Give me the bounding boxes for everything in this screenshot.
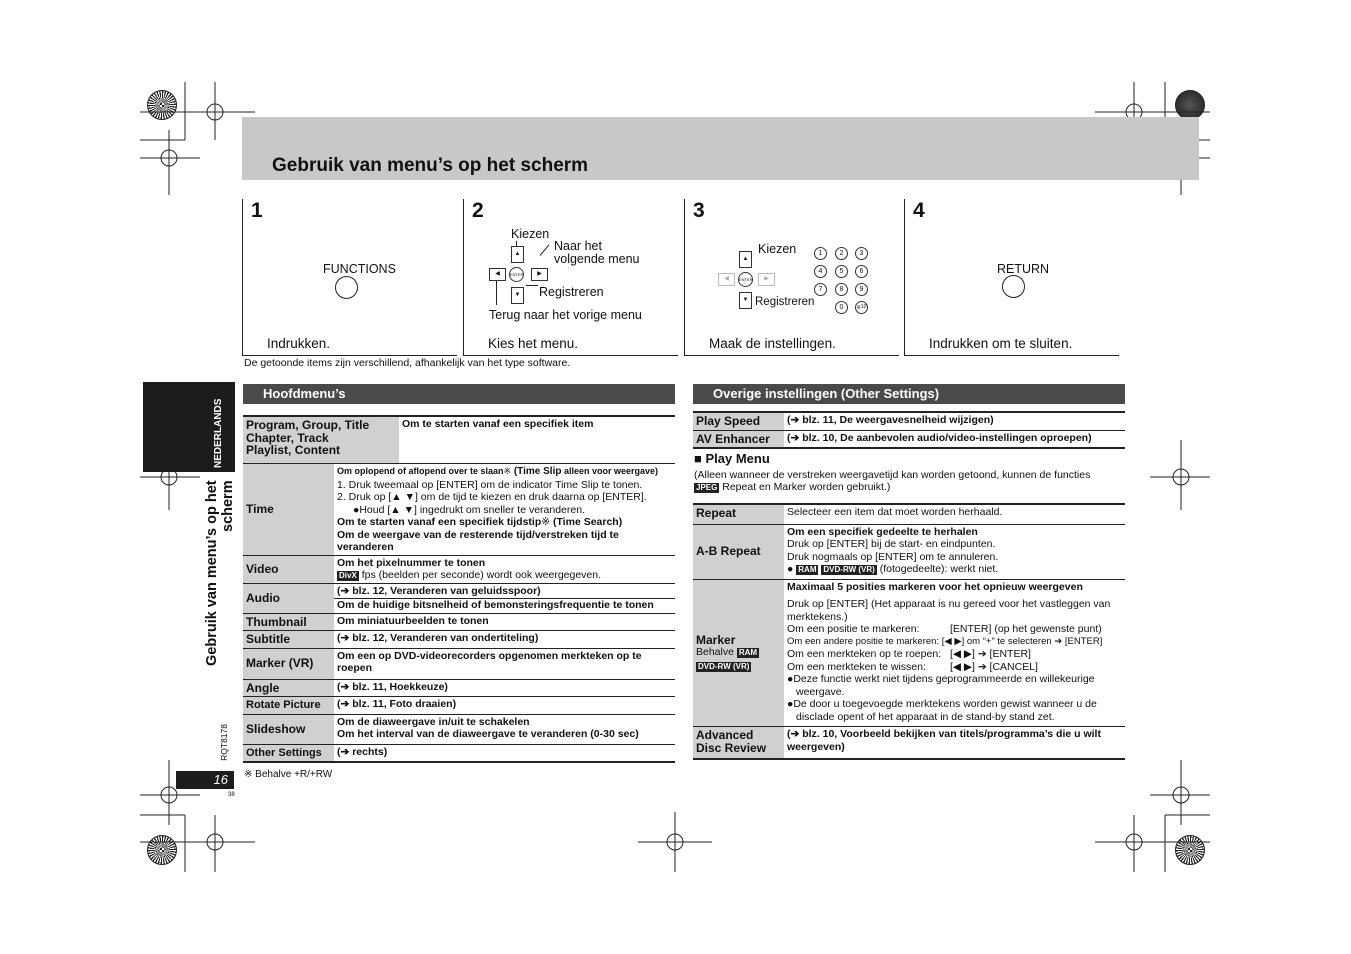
table-row: Slideshow Om de diaweergave in/uit te schakelen Om het interval van de diaweergave te veranderen (0-30 sec) (243, 714, 675, 744)
number-key-7[interactable]: 7 (814, 283, 827, 296)
number-key-6[interactable]: 6 (855, 265, 868, 278)
table-row: Subtitle (➔ blz. 12, Veranderen van ondertiteling) (243, 631, 675, 649)
next-menu-label: Naar het volgende menu (554, 239, 640, 266)
table-row: Play Speed (➔ blz. 11, De weergavesnelheid wijzigen) (693, 412, 1125, 430)
table-row: Rotate Picture (➔ blz. 11, Foto draaien) (243, 697, 675, 715)
left-arrow-key[interactable]: ◀ (718, 273, 735, 286)
register-label: Registreren (539, 285, 604, 299)
right-arrow-key[interactable]: ▶ (531, 268, 548, 281)
table-row: Audio (➔ blz. 12, Veranderen van geluidsspoor) Om de huidige bitsnelheid of bemonsteringsfrequentie te tonen (243, 583, 675, 613)
up-arrow-key[interactable]: ▲ (511, 246, 524, 263)
table-row: Marker (VR) Om een op DVD-videorecorders opgenomen merkteken op te roepen (243, 648, 675, 679)
ram-badge: RAM (738, 648, 758, 658)
page-title: Gebruik van menu’s op het scherm (272, 155, 589, 176)
enter-key[interactable]: ENTER (509, 267, 524, 282)
step-caption: Maak de instellingen. (709, 336, 836, 351)
table-row: Advanced Disc Review (➔ blz. 10, Voorbeeld bekijken van titels/programma’s die u wilt weergeven) (693, 727, 1125, 760)
table-row: Angle (➔ blz. 11, Hoekkeuze) (243, 679, 675, 697)
table-row: A-B Repeat Om een specifiek gedeelte te herhalen Druk op [ENTER] bij de start- en eindpunten. Druk nogmaals op [ENTER] om te annuleren. ● RAM DVD-RW (VR) (fotogedeelte): werkt niet. (693, 524, 1125, 579)
up-arrow-key[interactable]: ▲ (739, 251, 752, 268)
other-settings-table (693, 411, 1125, 449)
footnote: ※ Behalve +R/+RW (244, 769, 333, 780)
table-row: Time Om oplopend of aflopend over te slaan※ (Time Slip alleen voor weergave) 1. Druk tweemaal op [ENTER] om de indicator Time Slip te tonen. 2. Druk op [▲ ▼] om de tijd te kiezen en druk daarna op [ENTER]. ●Houd [▲ ▼] ingedrukt om sneller te veranderen. Om te starten vanaf een specifiek tijdstip※ (Time Search) Om de weergave van de resterende tijd/verstreken tijd te veranderen (243, 464, 675, 556)
table-row: Video Om het pixelnummer te tonen DivX fps (beelden per seconde) wordt ook weergegeven. (243, 555, 675, 583)
jpeg-badge: JPEG (696, 483, 718, 492)
document-code: RQT8178 (219, 724, 229, 761)
number-key-8[interactable]: 8 (835, 283, 848, 296)
play-menu-table (693, 503, 1125, 760)
functions-button[interactable] (335, 276, 358, 299)
left-arrow-key[interactable]: ◀ (489, 268, 506, 281)
enter-key[interactable]: ENTER (738, 272, 753, 287)
ram-badge: RAM (798, 565, 817, 574)
side-section-title: Gebruik van menu’s op het scherm (204, 480, 236, 666)
step-3 (684, 199, 899, 356)
number-key-9[interactable]: 9 (855, 283, 868, 296)
step-1 (242, 199, 457, 356)
dvd-rw-vr-badge: DVD-RW (VR) (823, 565, 875, 574)
dvd-rw-vr-badge: DVD-RW (VR) (698, 661, 750, 671)
step-caption: Kies het menu. (488, 336, 579, 351)
step-4 (904, 199, 1119, 356)
number-key-2[interactable]: 2 (835, 247, 848, 260)
step-caption: Indrukken om te sluiten. (929, 336, 1073, 351)
table-row: Other Settings (➔ rechts) (243, 744, 675, 762)
play-menu-heading: ■ Play Menu (694, 451, 770, 466)
number-key-3[interactable]: 3 (855, 247, 868, 260)
step-number: 4 (913, 199, 925, 222)
other-settings-heading: Overige instellingen (Other Settings) (693, 384, 1125, 404)
page-number: 16 (176, 771, 234, 789)
functions-button-label: FUNCTIONS (323, 262, 396, 276)
previous-menu-label: Terug naar het vorige menu (489, 308, 642, 322)
select-label: Kiezen (758, 242, 797, 256)
register-label: Registreren (755, 296, 815, 308)
number-key-5[interactable]: 5 (835, 265, 848, 278)
page-number-small: 38 (228, 792, 235, 798)
software-note: De getoonde items zijn verschillend, afhankelijk van het type software. (244, 357, 571, 369)
table-row: AV Enhancer (➔ blz. 10, De aanbevolen audio/video-instellingen oproepen) (693, 430, 1125, 448)
step-caption: Indrukken. (267, 336, 331, 351)
number-key-4[interactable]: 4 (814, 265, 827, 278)
play-menu-description: (Alleen wanneer de verstreken weergavetijd kan worden getoond, kunnen de functies JPEG Repeat en Marker worden gebruikt.) (694, 469, 1091, 493)
step-2 (463, 199, 678, 356)
divx-badge: DivX (339, 571, 357, 580)
return-button-label: RETURN (997, 262, 1050, 276)
step-number: 2 (472, 199, 484, 222)
table-row: Thumbnail Om miniatuurbeelden te tonen (243, 613, 675, 631)
right-arrow-key[interactable]: ▶ (758, 273, 775, 286)
select-label: Kiezen (511, 227, 550, 241)
table-row: Repeat Selecteer een item dat moet worden herhaald. (693, 504, 1125, 524)
language-tab-label: NEDERLANDS (213, 398, 224, 468)
main-menu-heading: Hoofdmenu’s (243, 384, 675, 404)
number-key-0[interactable]: 0 (835, 301, 848, 314)
down-arrow-key[interactable]: ▼ (511, 287, 524, 304)
step-number: 3 (693, 199, 705, 222)
main-menu-table-2 (243, 463, 675, 763)
down-arrow-key[interactable]: ▼ (739, 292, 752, 309)
step-number: 1 (251, 199, 263, 222)
number-key-1[interactable]: 1 (814, 247, 827, 260)
return-button[interactable] (1002, 275, 1025, 298)
table-row: Program, Group, Title Chapter, Track Playlist, Content Om te starten vanaf een specifiek item (243, 416, 675, 464)
main-menu-table (243, 415, 675, 464)
number-key-10plus[interactable]: ≧10 (855, 301, 868, 314)
table-row: Marker Behalve RAM DVD-RW (VR) Maximaal 5 posities markeren voor het opnieuw weergeven Druk op [ENTER] (Het apparaat is nu gereed voor het vastleggen van merktekens.) Om een positie te markeren: [ENTER] (op het gewenste punt) Om een andere positie te markeren: [◀ ▶] om “+” te selecteren ➔ [ENTER] Om een merkteken op te roepen: [◀ ▶] ➔ [ENTER] Om een merkteken te wissen: [◀ ▶] ➔ [CANCEL] ●Deze functie werkt niet tijdens geprogrammeerde en willekeurige weergave. ●De door u toegevoegde merktekens worden gewist wanneer u de disclade opent of het apparaat in de stand-by stand zet. (693, 579, 1125, 727)
